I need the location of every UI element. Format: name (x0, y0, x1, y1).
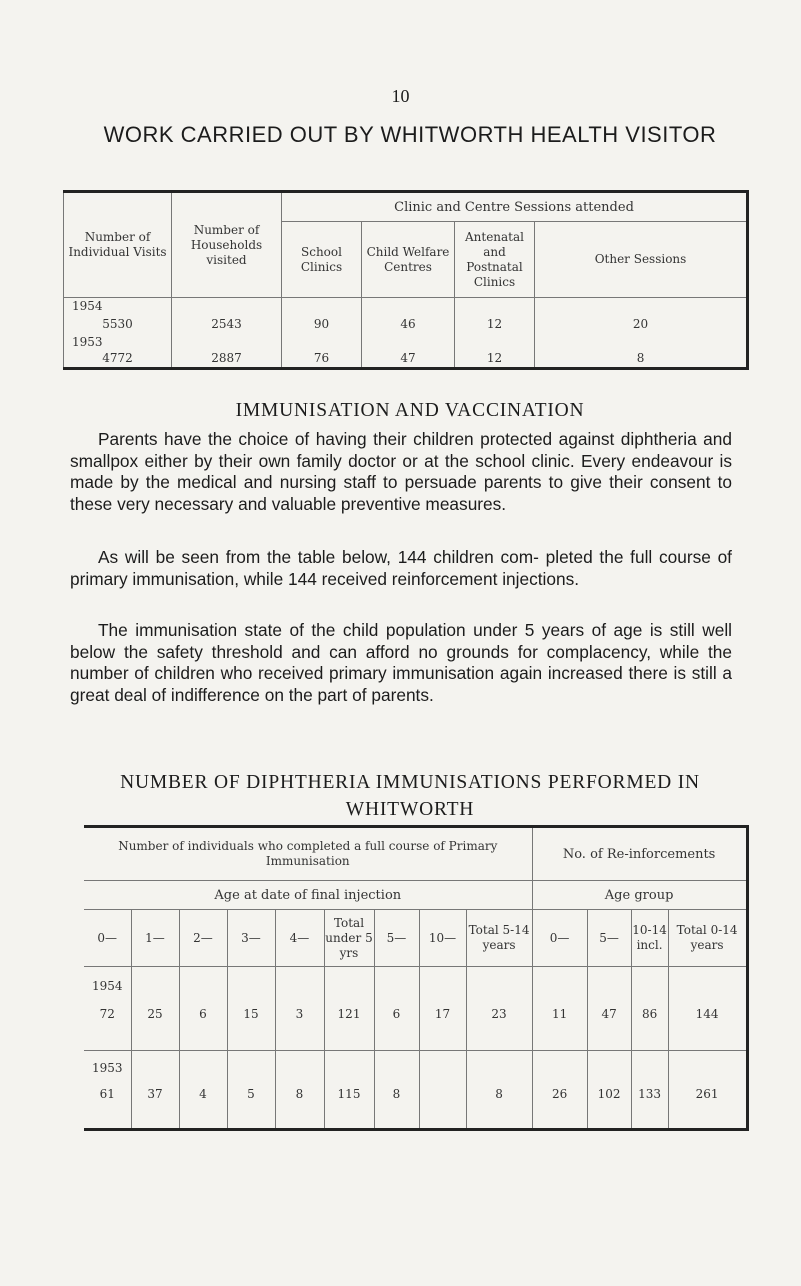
row-year: 1953 (64, 334, 172, 351)
cell: 3 (275, 1007, 324, 1051)
cell: 4772 (64, 351, 172, 369)
cell: 8 (535, 351, 748, 369)
col-header: 5— (587, 910, 631, 967)
cell: 133 (631, 1087, 668, 1130)
cell: 25 (131, 1007, 179, 1051)
col-header: 10-14 incl. (631, 910, 668, 967)
header-individual-visits: Number of Individual Visits (64, 192, 172, 298)
row-year: 1953 (84, 1051, 131, 1087)
paragraph-3: The immunisation state of the child population under 5 years of age is still well below the safety threshold and can afford no grounds for complacency, while the number of children who received primary immunisation again increased there is still a great deal of indifference on the part of parents. (70, 620, 732, 705)
col-header: 2— (179, 910, 227, 967)
cell: 15 (227, 1007, 275, 1051)
page-number: 10 (391, 86, 410, 106)
col-header: Total 0-14 years (668, 910, 747, 967)
cell: 61 (84, 1087, 131, 1130)
cell: 72 (84, 1007, 131, 1051)
header-other-sessions: Other Sessions (535, 222, 748, 298)
diphtheria-table (84, 825, 749, 1131)
cell: 46 (362, 316, 455, 334)
cell: 2543 (172, 316, 282, 334)
row-year: 1954 (84, 967, 131, 1007)
cell: 86 (631, 1007, 668, 1051)
cell: 23 (466, 1007, 532, 1051)
cell: 20 (535, 316, 748, 334)
cell: 115 (324, 1087, 374, 1130)
cell (419, 1087, 466, 1130)
health-visitor-table (63, 190, 749, 370)
cell: 47 (362, 351, 455, 369)
cell: 5530 (64, 316, 172, 334)
cell: 37 (131, 1087, 179, 1130)
table-row (64, 351, 748, 369)
cell: 8 (466, 1087, 532, 1130)
cell: 12 (455, 316, 535, 334)
header-age-group: Age group (532, 881, 747, 910)
cell: 2887 (172, 351, 282, 369)
table-row (64, 316, 748, 334)
header-households: Number of Households visited (172, 192, 282, 298)
paragraph-2: As will be seen from the table below, 144 children com- pleted the full course of primary immunisation, while 144 received reinforcement injections. (70, 547, 732, 589)
cell: 8 (275, 1087, 324, 1130)
cell: 8 (374, 1087, 419, 1130)
cell: 6 (179, 1007, 227, 1051)
col-header: Total under 5 yrs (324, 910, 374, 967)
header-antenatal: Antenatal and Postnatal Clinics (455, 222, 535, 298)
header-child-welfare: Child Welfare Centres (362, 222, 455, 298)
cell: 144 (668, 1007, 747, 1051)
diphtheria-heading: NUMBER OF DIPHTHERIA IMMUNISATIONS PERFORMED IN WHITWORTH (120, 772, 700, 820)
cell: 11 (532, 1007, 587, 1051)
cell: 261 (668, 1087, 747, 1130)
header-sessions-group: Clinic and Centre Sessions attended (282, 192, 748, 222)
table-row (84, 1087, 747, 1130)
header-age-at-date: Age at date of final injection (84, 881, 532, 910)
col-header: 4— (275, 910, 324, 967)
immunisation-heading: IMMUNISATION AND VACCINATION (235, 400, 585, 421)
page-title: WORK CARRIED OUT BY WHITWORTH HEALTH VISITOR (103, 122, 717, 147)
col-header: 1— (131, 910, 179, 967)
col-header: 0— (84, 910, 131, 967)
cell: 121 (324, 1007, 374, 1051)
col-header: Total 5-14 years (466, 910, 532, 967)
cell: 90 (282, 316, 362, 334)
cell: 12 (455, 351, 535, 369)
col-header: 3— (227, 910, 275, 967)
cell: 6 (374, 1007, 419, 1051)
col-header: 10— (419, 910, 466, 967)
row-year: 1954 (64, 298, 172, 316)
header-school-clinics: School Clinics (282, 222, 362, 298)
cell: 17 (419, 1007, 466, 1051)
cell: 47 (587, 1007, 631, 1051)
paragraph-1: Parents have the choice of having their children protected against diphtheria and smallpox either by their own family doctor or at the school clinic. Every endeavour is made by the medical and nursing staff to persuade parents to give their consent to these very necessary and valuable preventive measures. (70, 429, 732, 514)
cell: 76 (282, 351, 362, 369)
cell: 5 (227, 1087, 275, 1130)
col-header: 5— (374, 910, 419, 967)
cell: 102 (587, 1087, 631, 1130)
col-header: 0— (532, 910, 587, 967)
table-row (84, 1007, 747, 1051)
cell: 26 (532, 1087, 587, 1130)
header-primary: Number of individuals who completed a full course of Primary Immunisation (84, 827, 532, 881)
cell: 4 (179, 1087, 227, 1130)
header-reinforcement: No. of Re-inforcements (532, 827, 747, 881)
